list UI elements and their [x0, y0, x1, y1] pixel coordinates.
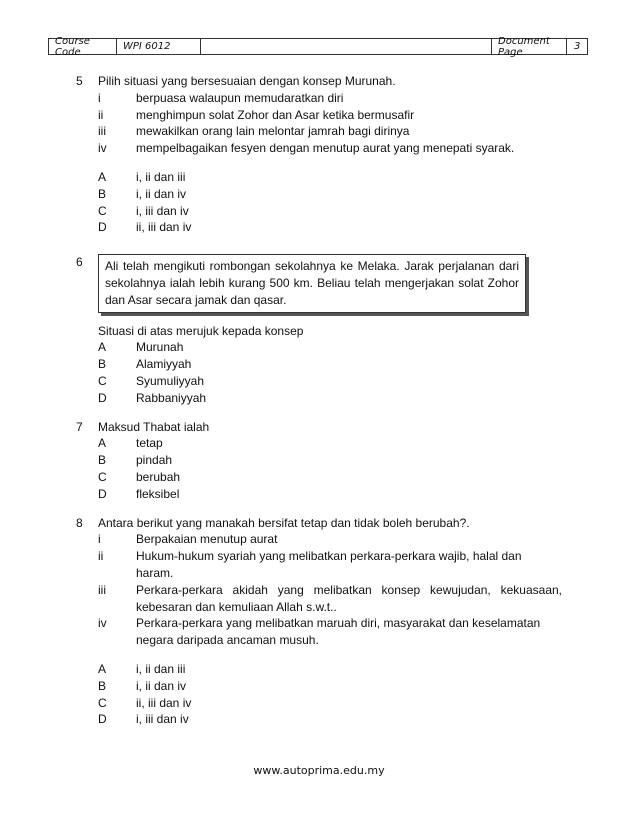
statement-item: iv mempelbagaikan fesyen dengan menutup aurat yang menepati syarak. [98, 141, 515, 156]
question-number: 7 [76, 419, 83, 434]
question-number: 5 [76, 74, 83, 88]
answer-option[interactable]: B Alamiyyah [98, 357, 192, 372]
question-number: 6 [76, 255, 83, 270]
answer-option[interactable]: D Rabbaniyyah [98, 390, 207, 405]
answer-option[interactable]: A i, ii dan iii [98, 661, 186, 676]
statement-item: i berpuasa walaupun memudaratkan diri [98, 90, 344, 105]
statement-item: ii menghimpun solat Zohor dan Asar ketika bermusafir [98, 107, 415, 122]
answer-option[interactable]: B i, ii dan iv [98, 678, 187, 693]
answer-option[interactable]: C Syumuliyyah [98, 373, 205, 388]
course-code-value: WPI 6012 [117, 39, 201, 54]
answer-option[interactable]: A tetap [98, 436, 163, 451]
page-header [48, 35, 588, 58]
answer-option[interactable]: C berubah [98, 469, 181, 484]
question-6 [76, 254, 562, 406]
statement-item: iii Perkara-perkara akidah yang melibatkan konsep kewujudan, kekuasaan, kebesaran dan kemuliaan Allah s.w.t.. [98, 582, 562, 614]
answer-option[interactable]: D ii, iii dan iv [98, 220, 192, 235]
header-spacer [201, 39, 491, 54]
document-page-label: Document Page [491, 39, 567, 54]
page-number: 3 [574, 41, 581, 52]
question-number: 8 [76, 515, 83, 530]
question-stem: Antara berikut yang manakah bersifat tetap dan tidak boleh berubah?. [98, 515, 470, 530]
answer-option[interactable]: C i, iii dan iv [98, 203, 189, 218]
answer-option[interactable]: B pindah [98, 453, 173, 468]
answer-option[interactable]: D fleksibel [98, 486, 180, 501]
footer-url: www.autoprima.edu.my [253, 764, 385, 777]
question-stem: Pilih situasi yang bersesuaian dengan konsep Murunah. [98, 74, 396, 88]
statement-item: ii Hukum-hukum syariah yang melibatkan perkara-perkara wajib, halal dan haram. [98, 549, 522, 580]
answer-option[interactable]: A i, ii dan iii [98, 169, 186, 184]
answer-option[interactable]: A Murunah [98, 340, 184, 355]
question-5 [76, 73, 562, 236]
passage-box: Ali telah mengikuti rombongan sekolahnya ke Melaka. Jarak perjalanan dari sekolahnya ialah lebih kurang 500 km. Beliau telah mengerjakan solat Zohor dan Asar secara jamak dan qasar. [98, 254, 526, 312]
questions-content [0, 73, 638, 728]
answer-option[interactable]: D i, iii dan iv [98, 712, 189, 727]
course-code-label: Course Code [49, 39, 117, 54]
answer-option[interactable]: C ii, iii dan iv [98, 695, 192, 710]
statement-item: i Berpakaian menutup aurat [98, 532, 278, 547]
question-stem: Situasi di atas merujuk kepada konsep [98, 323, 304, 338]
question-stem: Maksud Thabat ialah [98, 419, 210, 434]
statement-item: iii mewakilkan orang lain melontar jamrah bagi dirinya [98, 124, 410, 139]
answer-option[interactable]: B i, ii dan iv [98, 186, 187, 201]
statement-item: iv Perkara-perkara yang melibatkan maruah diri, masyarakat dan keselamatan negara daripada ancaman musuh. [98, 616, 541, 648]
question-7 [76, 419, 562, 503]
question-8 [76, 515, 562, 729]
